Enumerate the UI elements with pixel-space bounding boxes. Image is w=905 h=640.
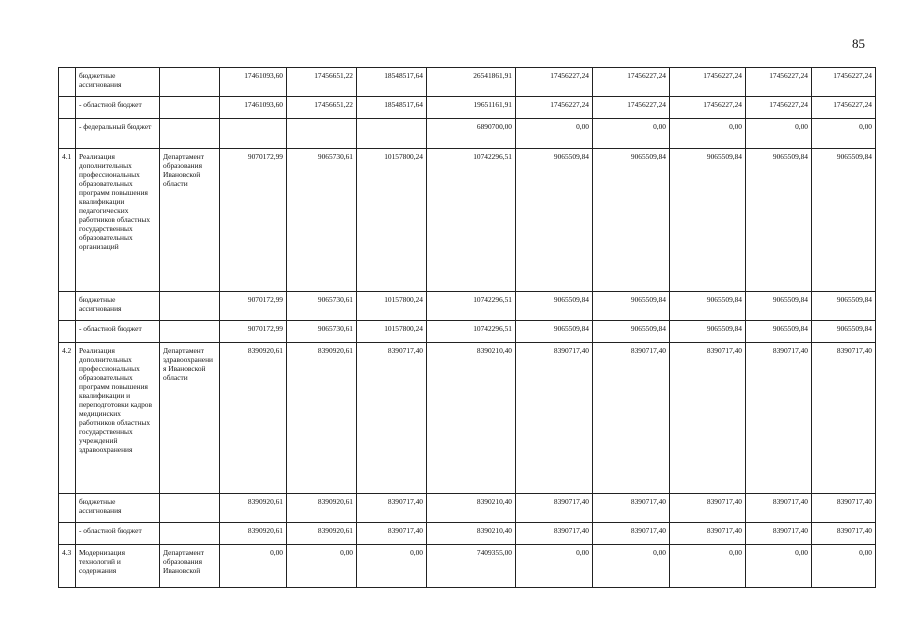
value-cell: 18548517,64 <box>357 68 427 97</box>
value-cell: 17456227,24 <box>516 68 593 97</box>
row-code <box>59 119 76 149</box>
value-cell: 0,00 <box>220 545 287 588</box>
value-cell: 8390717,40 <box>516 494 593 523</box>
value-cell: 10742296,51 <box>427 149 516 292</box>
value-cell: 17456227,24 <box>812 97 876 119</box>
row-description: бюджетные ассигнования <box>76 292 160 321</box>
row-description: - областной бюджет <box>76 523 160 545</box>
value-cell: 9065509,84 <box>812 149 876 292</box>
value-cell: 17456227,24 <box>516 97 593 119</box>
value-cell: 17456227,24 <box>593 97 670 119</box>
table-body <box>59 68 876 588</box>
value-cell: 9065509,84 <box>516 292 593 321</box>
value-cell: 0,00 <box>287 545 357 588</box>
value-cell: 17461093,60 <box>220 97 287 119</box>
value-cell: 8390717,40 <box>357 494 427 523</box>
value-cell: 7409355,00 <box>427 545 516 588</box>
value-cell: 9065509,84 <box>812 292 876 321</box>
row-department <box>160 119 220 149</box>
value-cell: 8390717,40 <box>593 523 670 545</box>
value-cell: 9065509,84 <box>746 321 812 343</box>
row-department <box>160 523 220 545</box>
row-department: Департамент образования Ивановской области <box>160 149 220 292</box>
row-description: - федеральный бюджет <box>76 119 160 149</box>
value-cell: 9065730,61 <box>287 292 357 321</box>
value-cell: 10157800,24 <box>357 149 427 292</box>
table-row <box>59 545 876 588</box>
row-code <box>59 68 76 97</box>
row-description: бюджетные ассигнования <box>76 68 160 97</box>
row-description: Модернизация технологий и содержания <box>76 545 160 588</box>
row-department <box>160 321 220 343</box>
row-description: - областной бюджет <box>76 321 160 343</box>
value-cell: 8390717,40 <box>516 343 593 494</box>
row-department: Департамент образования Ивановской <box>160 545 220 588</box>
table-row <box>59 321 876 343</box>
value-cell: 10157800,24 <box>357 292 427 321</box>
value-cell: 9065509,84 <box>516 321 593 343</box>
table-row <box>59 292 876 321</box>
value-cell <box>287 119 357 149</box>
table-row <box>59 149 876 292</box>
table-row <box>59 343 876 494</box>
value-cell: 17456227,24 <box>670 68 746 97</box>
value-cell: 9065509,84 <box>670 321 746 343</box>
value-cell: 8390920,61 <box>220 523 287 545</box>
value-cell: 8390717,40 <box>357 343 427 494</box>
value-cell: 8390717,40 <box>746 494 812 523</box>
value-cell: 8390717,40 <box>812 494 876 523</box>
value-cell: 17456227,24 <box>812 68 876 97</box>
row-code <box>59 97 76 119</box>
row-description: бюджетные ассигнования <box>76 494 160 523</box>
table-row <box>59 494 876 523</box>
value-cell: 9065509,84 <box>746 149 812 292</box>
value-cell: 9065509,84 <box>516 149 593 292</box>
table-row <box>59 97 876 119</box>
row-code <box>59 523 76 545</box>
value-cell: 9065730,61 <box>287 321 357 343</box>
value-cell: 8390717,40 <box>670 343 746 494</box>
value-cell: 8390920,61 <box>287 343 357 494</box>
value-cell: 9065509,84 <box>593 292 670 321</box>
value-cell: 9070172,99 <box>220 292 287 321</box>
value-cell: 10157800,24 <box>357 321 427 343</box>
value-cell: 0,00 <box>812 545 876 588</box>
value-cell: 0,00 <box>812 119 876 149</box>
value-cell: 10742296,51 <box>427 321 516 343</box>
row-department: Департамент здравоохранения Ивановской области <box>160 343 220 494</box>
value-cell: 8390717,40 <box>357 523 427 545</box>
value-cell: 10742296,51 <box>427 292 516 321</box>
row-department <box>160 292 220 321</box>
value-cell: 17456651,22 <box>287 97 357 119</box>
row-code: 4.2 <box>59 343 76 494</box>
value-cell: 8390210,40 <box>427 494 516 523</box>
row-code: 4.1 <box>59 149 76 292</box>
value-cell: 9065509,84 <box>746 292 812 321</box>
table-row <box>59 119 876 149</box>
value-cell: 9065509,84 <box>670 149 746 292</box>
value-cell <box>220 119 287 149</box>
value-cell: 8390920,61 <box>287 494 357 523</box>
row-description: - областной бюджет <box>76 97 160 119</box>
value-cell: 8390717,40 <box>593 343 670 494</box>
value-cell: 9065509,84 <box>812 321 876 343</box>
value-cell: 8390920,61 <box>220 494 287 523</box>
value-cell: 8390717,40 <box>516 523 593 545</box>
row-code <box>59 292 76 321</box>
value-cell: 8390717,40 <box>670 523 746 545</box>
value-cell: 17461093,60 <box>220 68 287 97</box>
value-cell: 17456651,22 <box>287 68 357 97</box>
value-cell: 9065509,84 <box>670 292 746 321</box>
value-cell: 0,00 <box>357 545 427 588</box>
value-cell: 26541861,91 <box>427 68 516 97</box>
value-cell: 0,00 <box>593 119 670 149</box>
value-cell: 8390920,61 <box>287 523 357 545</box>
value-cell: 0,00 <box>593 545 670 588</box>
value-cell: 0,00 <box>670 545 746 588</box>
row-code <box>59 321 76 343</box>
row-department <box>160 494 220 523</box>
value-cell <box>357 119 427 149</box>
value-cell: 0,00 <box>516 545 593 588</box>
row-department <box>160 97 220 119</box>
value-cell: 0,00 <box>670 119 746 149</box>
value-cell: 18548517,64 <box>357 97 427 119</box>
value-cell: 0,00 <box>746 119 812 149</box>
value-cell: 17456227,24 <box>746 97 812 119</box>
value-cell: 19651161,91 <box>427 97 516 119</box>
page-number: 85 <box>852 36 865 51</box>
value-cell: 0,00 <box>516 119 593 149</box>
value-cell: 8390920,61 <box>220 343 287 494</box>
value-cell: 8390717,40 <box>812 343 876 494</box>
value-cell: 9070172,99 <box>220 321 287 343</box>
value-cell: 8390717,40 <box>812 523 876 545</box>
value-cell: 8390717,40 <box>746 523 812 545</box>
value-cell: 0,00 <box>746 545 812 588</box>
row-code <box>59 494 76 523</box>
table-row <box>59 523 876 545</box>
row-description: Реализация дополнительных профессиональных образовательных программ повышения квалификации и переподготовки кадров медицинских работников областных государственных учреждений здравоохранения <box>76 343 160 494</box>
budget-table <box>58 67 876 588</box>
value-cell: 9065509,84 <box>593 149 670 292</box>
value-cell: 8390717,40 <box>746 343 812 494</box>
value-cell: 6890700,00 <box>427 119 516 149</box>
value-cell: 17456227,24 <box>746 68 812 97</box>
value-cell: 9065730,61 <box>287 149 357 292</box>
value-cell: 8390717,40 <box>670 494 746 523</box>
value-cell: 9065509,84 <box>593 321 670 343</box>
row-department <box>160 68 220 97</box>
value-cell: 8390717,40 <box>593 494 670 523</box>
value-cell: 8390210,40 <box>427 343 516 494</box>
value-cell: 17456227,24 <box>593 68 670 97</box>
table-row <box>59 68 876 97</box>
value-cell: 17456227,24 <box>670 97 746 119</box>
value-cell: 8390210,40 <box>427 523 516 545</box>
value-cell: 9070172,99 <box>220 149 287 292</box>
row-description: Реализация дополнительных профессиональных образовательных программ повышения квалификации педагогических работников областных государственных образовательных организаций <box>76 149 160 292</box>
row-code: 4.3 <box>59 545 76 588</box>
